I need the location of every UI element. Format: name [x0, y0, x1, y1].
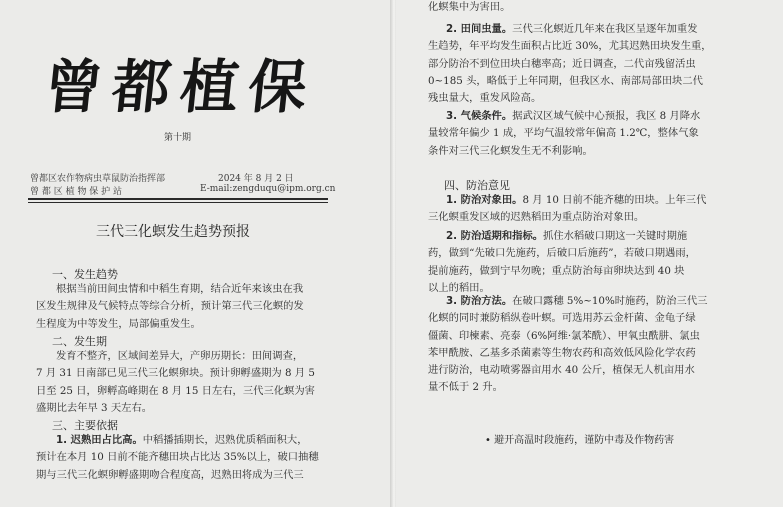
header-rule-thin: [28, 202, 328, 203]
section-heading-basis: 三、主要依据: [52, 419, 118, 432]
right-page: [396, 0, 783, 507]
text-line: 进行防治，电动喷雾器亩用水 40 公斤，植保无人机亩用水: [428, 364, 695, 377]
text-line: 部分防治不到位田块白穗率高；近日调查，二代亩残留活虫: [428, 57, 696, 70]
text-line: 僵菌、印楝素、亮泰（6%阿维·氯苯酰）、甲氧虫酰肼、氯虫: [428, 329, 700, 342]
station-line: [30, 184, 336, 197]
text-line: 以上的稻田。: [428, 281, 490, 294]
text-line: 药，做到“先破口先施药，后破口后施药”，若破口期遇雨，: [428, 247, 696, 260]
section-heading-control: 四、防治意见: [444, 179, 510, 192]
text-line: 抓住水稻破口期这一关键时期施: [543, 230, 688, 242]
header-rule-thick: [28, 198, 328, 200]
issue-number: 第十期: [164, 133, 192, 143]
text-line: 根据当前田间虫情和中稻生育期，结合近年来该虫在我: [56, 283, 304, 295]
text-line: 预计在本月 10 日前不能齐穗田块占比达 35%以上，破口抽穗: [36, 451, 319, 464]
text-line: 在破口露穗 5%~10%时施药，防治三代三: [512, 295, 708, 307]
text-line: 化螟的同时兼防稻纵卷叶螟。可选用苏云金杆菌、金龟子绿: [428, 312, 696, 325]
text-line: 日至 25 日，卵孵高峰期在 8 月 15 日左右，三代三化螟为害: [36, 384, 315, 397]
point-label: 3. 气候条件。: [446, 110, 513, 122]
text-line: 盛期比去年早 3 天左右。: [36, 401, 153, 414]
point-method: [428, 293, 707, 397]
point-timing: [428, 228, 696, 297]
point-label: 1. 迟熟田占比高。: [56, 434, 143, 446]
text-line: 发育不整齐，区域间差异大，产卵历期长：田间调查，: [56, 350, 304, 362]
text-line: 据武汉区域气候中心预报，我区 8 月降水: [512, 110, 701, 122]
text-line: 生程度为中等发生，局部偏重发生。: [36, 317, 201, 330]
issuer-org: 曾都区农作物病虫草鼠防治指挥部: [30, 174, 166, 184]
text-line: 条件对三代三化螟发生无不利影响。: [428, 144, 593, 157]
text-line: 7 月 31 日南部已见三代三化螟卵块。预计卵孵盛期为 8 月 5: [36, 367, 315, 380]
point-climate: [428, 108, 700, 160]
section-body-trend: [36, 281, 304, 333]
masthead-title: 曾都植保: [40, 53, 321, 121]
continued-text: [428, 0, 510, 16]
point-label: 3. 防治方法。: [446, 295, 513, 307]
contact-email: E-mail:zengduqu@ipm.org.cn: [200, 184, 336, 194]
station-name: 曾 都 区 植 物 保 护 站: [30, 187, 123, 197]
point-label: 1. 防治对象田。: [446, 194, 523, 206]
text-line: 化螟集中为害田。: [428, 1, 511, 13]
text-line: 苯甲酰胺、乙基多杀菌素等生物农药和高效低风险化学农药: [428, 346, 696, 359]
bullet-icon: •: [485, 435, 491, 446]
section-body-period: [36, 348, 315, 417]
section-heading-trend: 一、发生趋势: [52, 268, 118, 281]
text-line: 0~185 头，略低于上年同期，但我区水、南部局部田块二代: [428, 74, 703, 87]
text-line: 残虫量大，重发风险高。: [428, 92, 542, 105]
section-heading-period: 二、发生期: [52, 335, 107, 348]
point-pest-count: [428, 21, 712, 107]
section-body-basis: [36, 432, 319, 484]
text-line: 提前施药，做到宁早勿晚；重点防治每亩卵块达到 40 块: [428, 264, 685, 277]
safety-note-text: 避开高温时段施药，谨防中毒及作物药害: [494, 435, 675, 446]
text-line: 三代三化螟近几年来在我区呈逐年加重发: [512, 23, 698, 35]
text-line: 8 月 10 日前不能齐穗的田块。上年三代: [522, 194, 707, 206]
point-label: 2. 田间虫量。: [446, 23, 513, 35]
issue-date: 2024 年 8 月 2 日: [218, 174, 294, 184]
text-line: 量较常年偏少 1 成，平均气温较常年偏高 1.2℃，整体气象: [428, 127, 699, 140]
issuer-line: [30, 171, 294, 184]
report-title: 三代三化螟发生趋势预报: [96, 224, 250, 240]
text-line: 期与三代三化螟卵孵盛期吻合程度高，迟熟田将成为三代三: [36, 468, 304, 481]
point-target-fields: [428, 192, 706, 227]
text-line: 三化螟重发区域的迟熟稻田为重点防治对象田。: [428, 211, 645, 224]
text-line: 生趋势，年平均发生面积占比近 30%，尤其迟熟田块发生重，: [428, 40, 712, 53]
text-line: 量不低于 2 升。: [428, 381, 503, 394]
text-line: 区发生规律及气候特点等综合分析，预计第三代三化螟的发: [36, 300, 304, 313]
text-line: 中稻播插期长，迟熟优质稻面积大，: [142, 434, 308, 446]
safety-note: [485, 431, 674, 446]
point-label: 2. 防治适期和指标。: [446, 230, 544, 242]
